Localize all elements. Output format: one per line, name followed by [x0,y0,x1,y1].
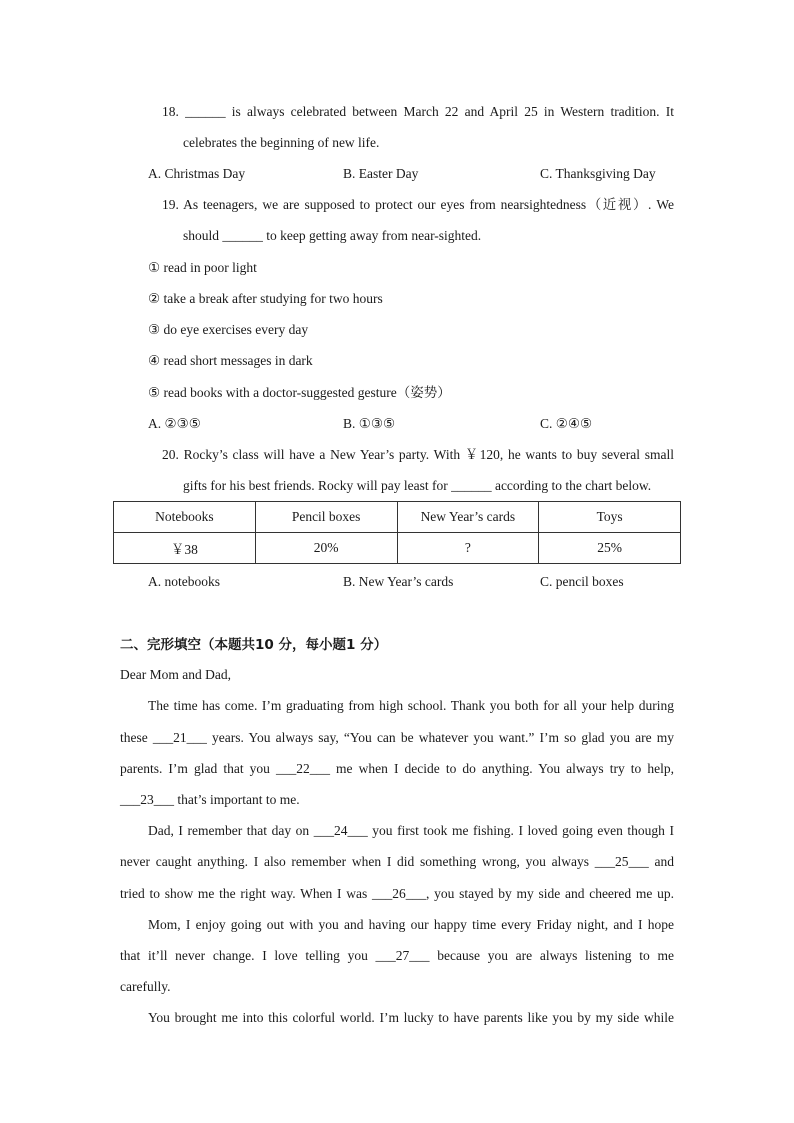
q19-option-c: C. ②④⑤ [540,416,593,431]
q20-option-b: B. New Year’s cards [343,574,454,589]
q19-item-2: ② take a break after studying for two hours [148,291,383,306]
q19-option-b: B. ①③⑤ [343,416,396,431]
table-header-cell: Pencil boxes [255,502,397,533]
table-cell: ￥38 [114,533,256,564]
table-header-cell: Toys [539,502,681,533]
q19-item-5: ⑤ read books with a doctor-suggested gesture（姿势） [148,385,451,400]
q20-option-a: A. notebooks [148,574,220,589]
q18-stem-line2: celebrates the beginning of new life. [183,135,380,150]
q18-option-c: C. Thanksgiving Day [540,166,656,181]
q18-stem-line1: 18. ______ is always celebrated between March 22 and April 25 in Western tradition. It [162,104,674,119]
letter-line: parents. I’m glad that you ___22___ me when I decide to do anything. You always try to help, [120,761,674,776]
q19-item-4: ④ read short messages in dark [148,353,313,368]
letter-line: ___23___ that’s important to me. [120,792,300,807]
letter-salutation: Dear Mom and Dad, [120,667,231,682]
q20-option-c: C. pencil boxes [540,574,624,589]
table-header-cell: New Year’s cards [397,502,539,533]
letter-line: tried to show me the right way. When I was ___26___, you stayed by my side and cheered me up. [120,886,674,901]
table-header-cell: Notebooks [114,502,256,533]
q19-option-a: A. ②③⑤ [148,416,201,431]
q19-stem-line1: 19. As teenagers, we are supposed to protect our eyes from nearsightedness（近视）. We [162,197,674,212]
letter-line: these ___21___ years. You always say, “You can be whatever you want.” I’m so glad you are my [120,730,674,745]
letter-line: never caught anything. I also remember when I did something wrong, you always ___25___ and [120,854,674,869]
q20-stem-line2: gifts for his best friends. Rocky will pay least for ______ according to the chart below. [183,478,652,493]
table-row [114,533,681,564]
price-chart-table [113,501,681,564]
letter-line: that it’ll never change. I love telling you ___27___ because you are always listening to me [120,948,674,963]
q19-item-1: ① read in poor light [148,260,257,275]
q20-stem-line1: 20. Rocky’s class will have a New Year’s party. With ￥120, he wants to buy several small [162,447,674,462]
letter-line: You brought me into this colorful world. I’m lucky to have parents like you by my side while [148,1010,674,1025]
table-header-row [114,502,681,533]
letter-line: The time has come. I’m graduating from high school. Thank you both for all your help during [148,698,674,713]
q19-stem-line2: should ______ to keep getting away from near-sighted. [183,228,482,243]
table-cell: 20% [255,533,397,564]
q18-option-b: B. Easter Day [343,166,419,181]
q19-item-3: ③ do eye exercises every day [148,322,309,337]
letter-line: Dad, I remember that day on ___24___ you first took me fishing. I loved going even though I [148,823,674,838]
table-cell: 25% [539,533,681,564]
letter-line: Mom, I enjoy going out with you and having our happy time every Friday night, and I hope [148,917,674,932]
section-heading: 二、完形填空（本题共10 分，每小题1 分） [120,637,388,653]
letter-line: carefully. [120,979,171,994]
table-cell: ? [397,533,539,564]
q18-option-a: A. Christmas Day [148,166,246,181]
